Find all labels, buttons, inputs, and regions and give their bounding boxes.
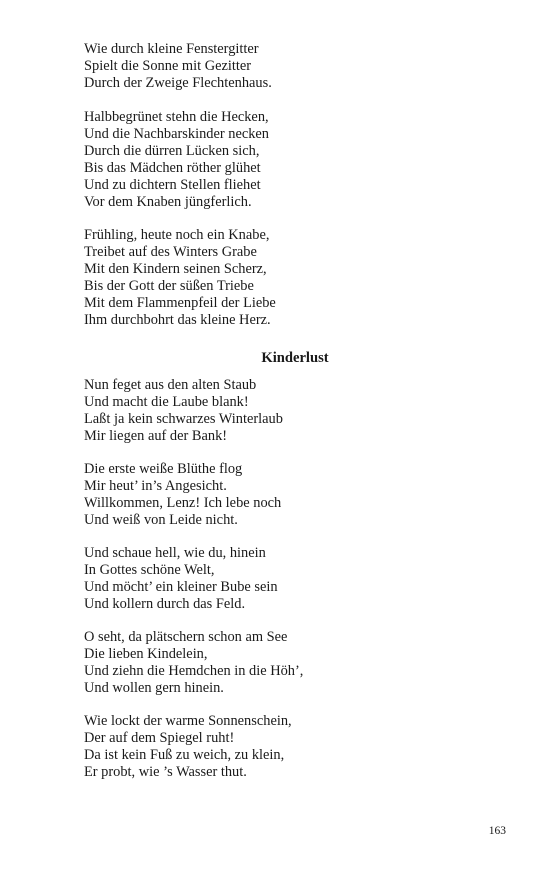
verse-line: Die lieben Kindelein, bbox=[84, 646, 208, 662]
verse-line: Nun feget aus den alten Staub bbox=[84, 377, 257, 393]
verse-line: Und möcht’ ein kleiner Bube sein bbox=[84, 579, 278, 595]
verse-line: In Gottes schöne Welt, bbox=[84, 562, 215, 578]
verse-line: Mir liegen auf der Bank! bbox=[84, 428, 228, 444]
verse-line: Spielt die Sonne mit Gezitter bbox=[84, 58, 252, 74]
page-number: 163 bbox=[488, 825, 506, 837]
verse-line: Und zu dichtern Stellen fliehet bbox=[84, 177, 261, 193]
verse-line: Durch die dürren Lücken sich, bbox=[84, 143, 260, 159]
verse-line: Wie lockt der warme Sonnenschein, bbox=[84, 713, 292, 729]
verse-line: Und ziehn die Hemdchen in die Höh’, bbox=[84, 663, 304, 679]
verse-line: Ihm durchbohrt das kleine Herz. bbox=[84, 312, 271, 328]
verse-line: Mit den Kindern seinen Scherz, bbox=[84, 261, 267, 277]
verse-line: Frühling, heute noch ein Knabe, bbox=[84, 227, 270, 243]
stanza bbox=[84, 41, 272, 92]
stanza bbox=[84, 227, 276, 329]
verse-line: Mir heut’ in’s Angesicht. bbox=[84, 478, 227, 494]
verse-line: Vor dem Knaben jüngferlich. bbox=[84, 194, 252, 210]
verse-line: Durch der Zweige Flechtenhaus. bbox=[84, 75, 272, 91]
stanza bbox=[84, 461, 281, 529]
stanza bbox=[84, 713, 292, 781]
verse-line: Und wollen gern hinein. bbox=[84, 680, 224, 696]
verse-line: Mit dem Flammenpfeil der Liebe bbox=[84, 295, 276, 311]
stanza bbox=[84, 377, 283, 445]
verse-line: Willkommen, Lenz! Ich lebe noch bbox=[84, 495, 282, 511]
verse-line: O seht, da plätschern schon am See bbox=[84, 629, 288, 645]
verse-line: Da ist kein Fuß zu weich, zu klein, bbox=[84, 747, 285, 763]
verse-line: Treibet auf des Winters Grabe bbox=[84, 244, 257, 260]
verse-line: Und schaue hell, wie du, hinein bbox=[84, 545, 266, 561]
verse-line: Er probt, wie ’s Wasser thut. bbox=[84, 764, 247, 780]
verse-line: Laßt ja kein schwarzes Winterlaub bbox=[84, 411, 283, 427]
poem-title: Kinderlust bbox=[261, 350, 329, 366]
verse-line: Und kollern durch das Feld. bbox=[84, 596, 246, 612]
verse-line: Und weiß von Leide nicht. bbox=[84, 512, 238, 528]
verse-line: Bis das Mädchen röther glühet bbox=[84, 160, 261, 176]
verse-line: Und macht die Laube blank! bbox=[84, 394, 249, 410]
verse-line: Der auf dem Spiegel ruht! bbox=[84, 730, 235, 746]
stanza bbox=[84, 109, 269, 211]
verse-line: Halbbegrünet stehn die Hecken, bbox=[84, 109, 269, 125]
verse-line: Bis der Gott der süßen Triebe bbox=[84, 278, 254, 294]
stanza bbox=[84, 545, 278, 613]
stanza bbox=[84, 629, 303, 697]
verse-line: Wie durch kleine Fenstergitter bbox=[84, 41, 259, 57]
verse-line: Und die Nachbarskinder necken bbox=[84, 126, 270, 142]
verse-line: Die erste weiße Blüthe flog bbox=[84, 461, 243, 477]
